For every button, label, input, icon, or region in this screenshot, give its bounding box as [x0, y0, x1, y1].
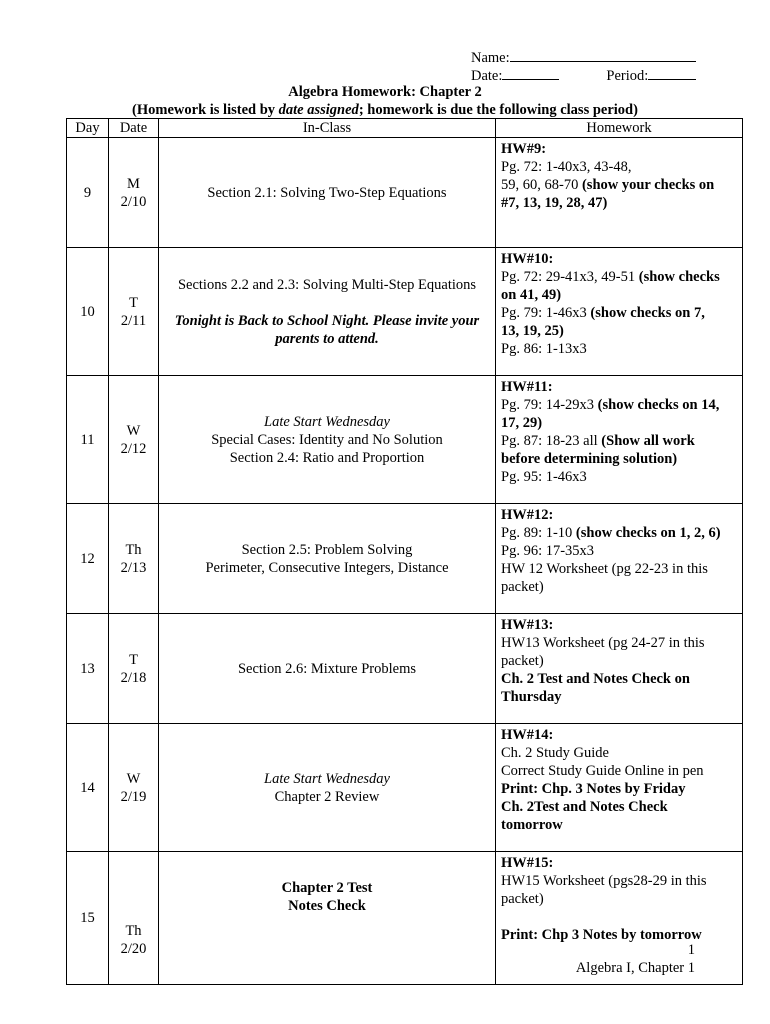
day-cell: 11 — [67, 376, 109, 504]
hw-line: HW13 Worksheet (pg 24-27 in this — [501, 635, 705, 651]
table-row — [67, 724, 743, 852]
date-cell — [109, 138, 159, 248]
hw-title: HW#12: — [501, 507, 554, 523]
homework-cell — [496, 724, 743, 852]
name-blank[interactable] — [510, 47, 696, 62]
inclass-cell — [159, 614, 496, 724]
date: 2/18 — [120, 669, 147, 686]
hw-line: Pg. 72: 1-40x3, 43-48, — [501, 159, 632, 175]
hw-title: HW#13: — [501, 617, 554, 633]
hw-line: HW 12 Worksheet (pg 22-23 in this — [501, 561, 708, 577]
hw-line: Pg. 95: 1-46x3 — [501, 469, 587, 485]
date: 2/10 — [120, 193, 147, 210]
table-row — [67, 376, 743, 504]
inclass-cell — [159, 138, 496, 248]
table-row — [67, 138, 743, 248]
hw-title: HW#15: — [501, 855, 554, 871]
hw-line: #7, 13, 19, 28, 47) — [501, 195, 608, 211]
weekday: W — [126, 770, 141, 787]
day-cell: 10 — [67, 248, 109, 376]
date-label: Date: — [471, 68, 503, 84]
hw-line: Pg. 79: 14-29x3 (show checks on 14, — [501, 397, 720, 413]
subtitle-part2: ; homework is due the following class period) — [358, 102, 638, 118]
hw-line: Thursday — [501, 689, 562, 705]
column-header-homework: Homework — [496, 119, 743, 138]
inclass-italic: Late Start Wednesday — [264, 413, 390, 430]
weekday: T — [129, 651, 138, 668]
column-header-day: Day — [67, 119, 109, 138]
homework-cell — [496, 248, 743, 376]
inclass-cell — [159, 248, 496, 376]
hw-line: tomorrow — [501, 817, 563, 833]
hw-line: Pg. 86: 1-13x3 — [501, 341, 587, 357]
period-blank[interactable] — [648, 65, 696, 80]
name-label: Name: — [471, 50, 510, 66]
inclass-line: Section 2.5: Problem Solving — [241, 541, 413, 558]
day-cell: 15 — [67, 852, 109, 985]
inclass-line: Section 2.1: Solving Two-Step Equations — [207, 184, 447, 201]
table-header-row — [67, 119, 743, 138]
page-subtitle — [0, 101, 770, 119]
date-cell — [109, 614, 159, 724]
hw-title: HW#14: — [501, 727, 554, 743]
hw-line: Ch. 2 Study Guide — [501, 745, 609, 761]
inclass-line: Sections 2.2 and 2.3: Solving Multi-Step Equations — [177, 276, 477, 293]
inclass-bold: Chapter 2 Test — [281, 880, 373, 896]
day-cell: 9 — [67, 138, 109, 248]
hw-line: 13, 19, 25) — [501, 323, 564, 339]
date-cell — [109, 724, 159, 852]
column-header-date: Date — [109, 119, 159, 138]
hw-line: Pg. 96: 17-35x3 — [501, 543, 595, 559]
homework-cell — [496, 504, 743, 614]
homework-table — [66, 118, 743, 985]
hw-line: 17, 29) — [501, 415, 543, 431]
date-cell — [109, 376, 159, 504]
inclass-line: Special Cases: Identity and No Solution — [211, 431, 443, 448]
inclass-italic: Late Start Wednesday — [264, 770, 390, 787]
hw-line: on 41, 49) — [501, 287, 562, 303]
inclass-line: Section 2.6: Mixture Problems — [237, 660, 416, 677]
date-cell — [109, 504, 159, 614]
hw-title: HW#9: — [501, 141, 547, 157]
name-field[interactable] — [471, 47, 696, 67]
weekday: T — [129, 294, 138, 311]
weekday: M — [127, 175, 140, 192]
hw-line: HW15 Worksheet (pgs28-29 in this — [501, 873, 707, 889]
table-row — [67, 248, 743, 376]
hw-line: packet) — [501, 891, 544, 907]
day-cell: 12 — [67, 504, 109, 614]
period-label: Period: — [606, 68, 649, 84]
hw-line: Pg. 87: 18-23 all (Show all work — [501, 433, 695, 449]
hw-title: HW#11: — [501, 379, 553, 395]
hw-line: Print: Chp 3 Notes by tomorrow — [501, 927, 702, 943]
hw-line: Pg. 79: 1-46x3 (show checks on 7, — [501, 305, 705, 321]
date: 2/20 — [120, 941, 147, 957]
inclass-cell — [159, 504, 496, 614]
hw-line: Pg. 89: 1-10 (show checks on 1, 2, 6) — [501, 525, 721, 541]
inclass-line: Section 2.4: Ratio and Proportion — [229, 449, 425, 466]
inclass-cell — [159, 376, 496, 504]
date: 2/13 — [120, 559, 147, 576]
page-footer: Algebra I, Chapter 1 — [575, 960, 695, 976]
subtitle-emphasis: date assigned — [278, 102, 359, 118]
subtitle-part1: (Homework is listed by — [132, 102, 279, 118]
hw-line: 59, 60, 68-70 (show your checks on — [501, 177, 715, 193]
day-cell: 14 — [67, 724, 109, 852]
hw-title: HW#10: — [501, 251, 554, 267]
page-number: 1 — [687, 942, 695, 958]
hw-line: packet) — [501, 653, 544, 669]
homework-cell — [496, 138, 743, 248]
table-row — [67, 614, 743, 724]
hw-line: Ch. 2 Test and Notes Check on — [501, 671, 690, 687]
date: 2/19 — [120, 788, 147, 805]
inclass-line: Perimeter, Consecutive Integers, Distance — [205, 559, 449, 576]
hw-line: Ch. 2Test and Notes Check — [501, 799, 668, 815]
date: 2/12 — [120, 440, 147, 457]
date-blank[interactable] — [502, 65, 559, 80]
hw-line: Print: Chp. 3 Notes by Friday — [501, 781, 686, 797]
hw-line: packet) — [501, 579, 544, 595]
date: 2/11 — [120, 312, 147, 329]
date-period-row — [471, 65, 696, 85]
table-row — [67, 504, 743, 614]
date-cell — [109, 248, 159, 376]
weekday: Th — [125, 541, 142, 558]
inclass-cell — [159, 724, 496, 852]
inclass-line: Chapter 2 Review — [274, 788, 380, 805]
hw-line: before determining solution) — [501, 451, 678, 467]
hw-line: Correct Study Guide Online in pen — [501, 763, 704, 779]
day-cell: 13 — [67, 614, 109, 724]
hw-line: Pg. 72: 29-41x3, 49-51 (show checks — [501, 269, 720, 285]
column-header-inclass: In-Class — [159, 119, 496, 138]
weekday: W — [126, 422, 141, 439]
homework-cell — [496, 376, 743, 504]
inclass-note: Tonight is Back to School Night. Please invite your parents to attend. — [174, 312, 480, 347]
weekday: Th — [125, 923, 142, 939]
inclass-bold: Notes Check — [288, 898, 366, 914]
page-title: Algebra Homework: Chapter 2 — [288, 84, 482, 100]
homework-cell — [496, 614, 743, 724]
